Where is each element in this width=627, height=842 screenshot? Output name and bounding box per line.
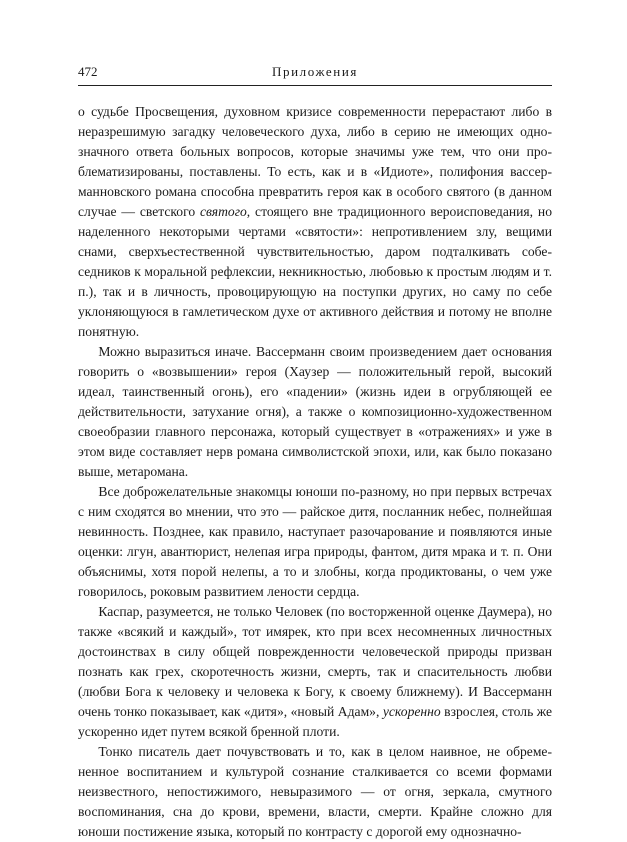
paragraph: [78, 482, 552, 602]
text-run: взрослея, столь же ускоренно идет путем всякой бренной плоти.: [78, 704, 553, 739]
page-number: 472: [78, 64, 98, 79]
section-title: Приложения: [272, 64, 358, 79]
paragraph: [78, 602, 552, 742]
text-run: Все доброжелательные знакомцы юноши по-разному, но при первых встречах с ним сходятся во мнении, что это — райское дитя, посланник небес, полнейшая невинность. Позднее, как правило, наступает разочарование и появляются иные оценки: лгун, авантюрист, нелепая игра природы, фантом, дитя мрака и т. п. Они объяснимы, хотя порой нелепы, а то и злобны, когда продиктованы, о чем уже говорилось, роковым развитием лености сердца.: [78, 484, 552, 599]
book-page: [78, 62, 552, 842]
text-run: Каспар, разумеется, не только Человек (по восторженной оценке Даумера), но также «всякий и каждый», тот имярек, кто при всех несомненных личностных достоинствах в силу общей поврежденности человеческой природы призван познать как грех, скоротечность жизни, смерть, так и спасительность любви (любви Бога к человеку и человека к Богу, к своему ближнему). И Вассерманн очень тонко показывает, как «дитя», «новый Адам»,: [78, 604, 552, 719]
paragraph: [78, 742, 552, 842]
text-run: Можно выразиться иначе. Вассерманн своим произведением дает основания говорить о «возвышении» героя (Хаузер — положительный герой, высокий идеал, таинственный огонь), его «падении» (жизнь идеи в огрубляющей ее действительности, затухание огня), а также о композиционно-художественном своеобразии главного персонажа, который существует в «отражениях» и уже в этом виде составляет нерв романа символистской эпохи, или, как было показано выше, метаромана.: [78, 344, 552, 479]
text-run: Тонко писатель дает почувствовать и то, как в целом наивное, не обремененное воспитанием и культурой сознание сталкивается со всеми формами неизвестного, непостижимого, невыразимого — от огня, зеркала, смутного воспоминания, сна до крови, времени, власти, смерти. Крайне сложно для юноши постижение языка, который по контрасту с дорогой ему однозначно-: [78, 744, 552, 839]
body-text: [78, 102, 552, 842]
italic-text: ускоренно: [382, 704, 441, 719]
running-head: [78, 62, 552, 82]
text-run: , стоящего вне традиционного вероисповедания, но наделенного некоторыми чертами «святости»: непротивлением злу, вещими снами, сверхъестественной чувствительностью, даром подталкивать собеседников к моральной рефлексии, некникностью, любовью к простым людям и т. п.), так и в личность, провоцирующую на поступки других, но саму по себе уклоняющуюся в гамлетическом духе от активного действия и потому не вполне понятную.: [78, 204, 552, 339]
italic-text: святого: [200, 204, 247, 219]
text-run: о судьбе Просвещения, духовном кризисе современности перерастают либо в неразрешимую загадку человеческого духа, либо в серию не имеющих однозначного ответа больных вопросов, которые значимы уже тем, что они проблематизированы, поставлены. То есть, как и в «Идиоте», полифония вассерманновского романа способна превратить героя как в особого святого (в данном случае — светского: [78, 104, 552, 219]
paragraph: [78, 342, 552, 482]
paragraph: [78, 102, 552, 342]
header-rule: [78, 85, 552, 86]
